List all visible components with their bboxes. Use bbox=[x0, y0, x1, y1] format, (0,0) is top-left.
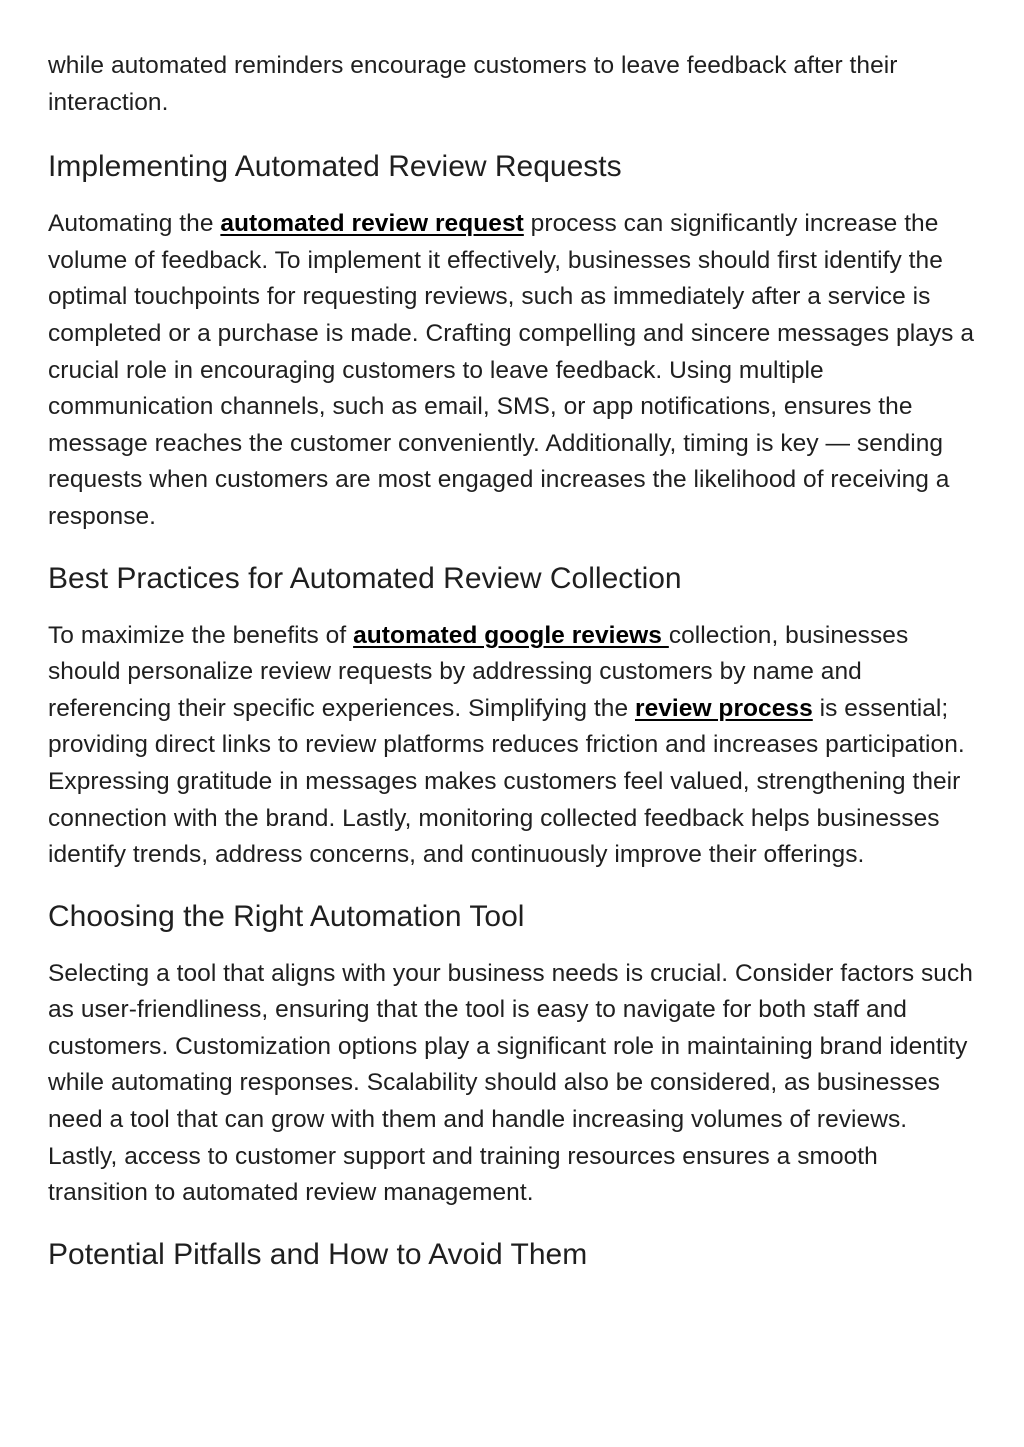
intro-paragraph: while automated reminders encourage customers to leave feedback after their interaction. bbox=[48, 52, 898, 116]
paragraph-text: Automating the bbox=[48, 210, 221, 238]
paragraph-text: To maximize the benefits of bbox=[48, 621, 354, 649]
section-heading-implementing: Implementing Automated Review Requests bbox=[48, 150, 622, 184]
section-paragraph-best-practices bbox=[48, 618, 974, 874]
paragraph-text: collection, businesses should personalize review requests by addressing customers by name and referencing their specific experiences. Simplifying the bbox=[48, 621, 909, 722]
section-heading-best-practices: Best Practices for Automated Review Collection bbox=[48, 561, 682, 595]
section-heading-choosing-tool: Choosing the Right Automation Tool bbox=[48, 899, 525, 933]
paragraph-text: process can significantly increase the volume of feedback. To implement it effectively, businesses should first identify the optimal touchpoints for requesting reviews, such as immediately after a service is completed or a purchase is made. Crafting compelling and sincere messages plays a crucial role in encouraging customers to leave feedback. Using multiple communication channels, such as email, SMS, or app notifications, ensures the message reaches the customer conveniently. Additionally, timing is key — sending requests when customers are most engaged increases the likelihood of receiving a response. bbox=[48, 210, 974, 530]
section-paragraph-implementing bbox=[48, 206, 974, 535]
automated-review-request-link[interactable]: automated review request bbox=[220, 210, 524, 238]
section-heading-pitfalls: Potential Pitfalls and How to Avoid Them bbox=[48, 1237, 588, 1271]
paragraph-text: is essential; providing direct links to review platforms reduces friction and increases participation. Expressing gratitude in messages makes customers feel valued, strengthening their connection with the brand. Lastly, monitoring collected feedback helps businesses identify trends, address concerns, and continuously improve their offerings. bbox=[48, 694, 965, 869]
section-paragraph-choosing-tool: Selecting a tool that aligns with your business needs is crucial. Consider factors such as user-friendliness, ensuring that the tool is easy to navigate for both staff and customers. Customization options play a significant role in maintaining brand identity while automating responses. Scalability should also be considered, as businesses need a tool that can grow with them and handle increasing volumes of reviews. Lastly, access to customer support and training resources ensures a smooth transition to automated review management. bbox=[48, 959, 973, 1207]
review-process-link[interactable]: review process bbox=[635, 694, 813, 722]
automated-google-reviews-link[interactable]: automated google reviews bbox=[353, 621, 669, 649]
